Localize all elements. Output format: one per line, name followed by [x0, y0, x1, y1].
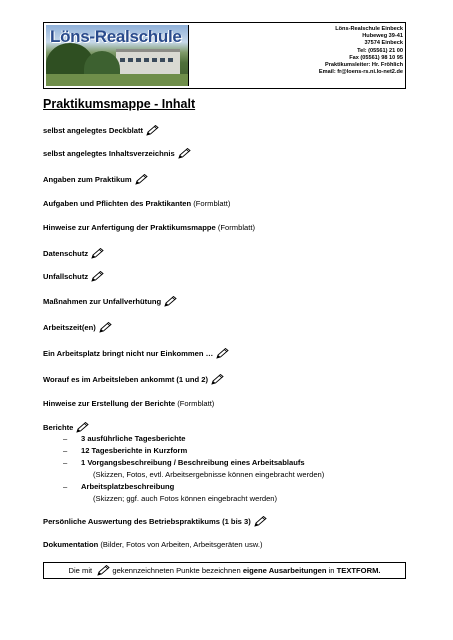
pencil-icon — [254, 516, 267, 529]
item-label: Datenschutz — [43, 249, 89, 258]
pencil-icon — [91, 271, 104, 284]
list-item — [43, 374, 224, 387]
item-note: (Bilder, Fotos von Arbeiten, Arbeitsgeräten usw.) — [98, 540, 263, 549]
legend-text: in — [326, 566, 337, 575]
list-item — [43, 248, 104, 261]
item-label: Ein Arbeitsplatz bringt nicht nur Einkommen … — [43, 349, 214, 358]
pencil-icon — [135, 174, 148, 187]
legend-emphasis: TEXTFORM. — [336, 566, 381, 575]
list-item — [43, 322, 112, 335]
address-line: Hubeweg 39-41 — [362, 33, 403, 40]
item-label: Hinweise zur Erstellung der Berichte — [43, 399, 176, 408]
item-label: selbst angelegtes Inhaltsverzeichnis — [43, 149, 175, 158]
legend-emphasis: eigene Ausarbeitungen — [242, 566, 327, 575]
lawn-shape — [46, 74, 188, 86]
page-title: Praktikumsmappe - Inhalt — [43, 97, 196, 111]
berichte-subitem — [63, 458, 305, 467]
legend-text: gekennzeichneten Punkte bezeichnen — [110, 566, 243, 575]
logo-text: Löns-Realschule — [50, 27, 182, 46]
list-item — [43, 174, 148, 187]
pencil-icon — [211, 374, 224, 387]
school-logo-photo — [46, 25, 189, 86]
item-label: selbst angelegtes Deckblatt — [43, 126, 144, 135]
pencil-icon — [164, 296, 177, 309]
item-label: Dokumentation — [43, 540, 99, 549]
berichte-subitem — [63, 446, 187, 455]
item-note: (Formblatt) — [191, 199, 231, 208]
item-label: Angaben zum Praktikum — [43, 175, 132, 184]
legend-text: Die mit — [68, 566, 95, 575]
item-label: Aufgaben und Pflichten des Praktikanten — [43, 199, 192, 208]
list-item — [43, 199, 230, 208]
list-item — [43, 399, 214, 408]
address-line: Praktikumsleiter: Hr. Fröhlich — [324, 62, 403, 69]
pencil-icon — [178, 148, 191, 161]
list-item — [43, 148, 191, 161]
school-address — [319, 26, 403, 76]
list-item — [43, 348, 229, 361]
list-item-dokumentation — [43, 540, 262, 549]
address-line: 37574 Einbeck — [364, 40, 403, 47]
item-note: (Formblatt) — [215, 223, 255, 232]
item-label: Maßnahmen zur Unfallverhütung — [43, 297, 162, 306]
item-note: (Formblatt) — [175, 399, 215, 408]
dash-bullet: – — [63, 434, 68, 443]
list-item-auswertung — [43, 516, 267, 529]
item-label: Hinweise zur Anfertigung der Praktikumsmappe — [43, 223, 216, 232]
address-line: Fax (05561) 98 10 95 — [349, 54, 403, 61]
item-label: Worauf es im Arbeitsleben ankommt (1 und 2) — [43, 375, 208, 384]
list-item — [43, 223, 255, 232]
dash-bullet: – — [63, 458, 68, 467]
item-label: Berichte — [43, 423, 74, 432]
pencil-icon — [99, 322, 112, 335]
list-item — [43, 271, 104, 284]
legend-box — [43, 562, 406, 579]
dash-bullet: – — [63, 446, 68, 455]
subitem-note: (Skizzen; ggf. auch Fotos können eingebracht werden) — [93, 494, 278, 503]
address-line: Tel: (05561) 21 00 — [357, 47, 403, 54]
item-label: Unfallschutz — [43, 272, 89, 281]
subitem-label: 12 Tagesberichte in Kurzform — [81, 446, 188, 455]
address-line: Löns-Realschule Einbeck — [335, 26, 403, 32]
pencil-icon — [146, 125, 159, 138]
list-item — [43, 296, 177, 309]
list-item — [43, 125, 159, 138]
item-label: Arbeitszeit(en) — [43, 323, 96, 332]
pencil-icon — [97, 565, 110, 581]
berichte-subitem — [63, 482, 174, 491]
subitem-note: (Skizzen, Fotos, evtl. Arbeitsergebnisse können eingebracht werden) — [93, 470, 325, 479]
address-line: Email: fr@loens-rs.ni.lo-net2.de — [318, 69, 403, 76]
pencil-icon — [216, 348, 229, 361]
subitem-label: Arbeitsplatzbeschreibung — [81, 482, 175, 491]
subitem-label: 3 ausführliche Tagesberichte — [81, 434, 186, 443]
item-label: Persönliche Auswertung des Betriebspraktikums (1 bis 3) — [43, 517, 251, 526]
dash-bullet: – — [63, 482, 68, 491]
subitem-label: 1 Vorgangsbeschreibung / Beschreibung eines Arbeitsablaufs — [81, 458, 305, 467]
pencil-icon — [91, 248, 104, 261]
berichte-subitem — [63, 434, 186, 443]
school-building-shape — [116, 49, 180, 74]
